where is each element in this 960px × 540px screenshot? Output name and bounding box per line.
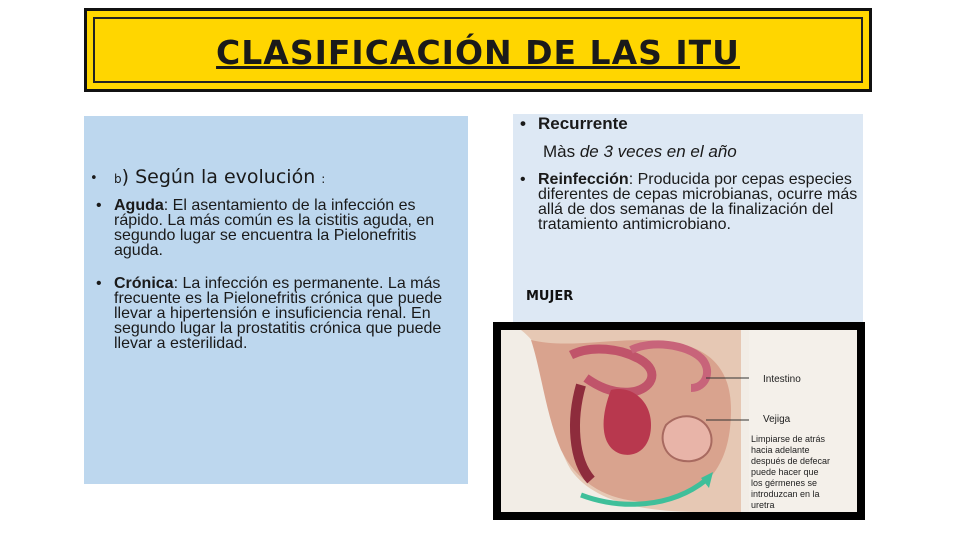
caption-line: después de defecar: [751, 456, 831, 466]
anatomy-image-frame: [493, 322, 865, 520]
bullet-icon: •: [96, 275, 102, 292]
title-banner: [84, 8, 872, 92]
bullet-icon: •: [96, 197, 102, 214]
list-item-cronica: [96, 275, 464, 352]
slide-title: CLASIFICACIÓN DE LAS ITU: [216, 33, 740, 72]
caption-line: puede hacer que: [751, 467, 819, 477]
heading-text: ) Según la evolución: [121, 166, 316, 188]
heading-colon: :: [321, 172, 326, 186]
caption-line: Limpiarse de atrás: [751, 434, 826, 444]
caption-line: los gérmenes se: [751, 478, 818, 488]
recurrente-detail: [543, 142, 737, 162]
right-content-panel: [513, 114, 863, 322]
recurrente-prefix: Màs: [543, 142, 576, 161]
heading-letter: b: [114, 172, 122, 186]
text-cronica: : La infección es permanente. La más frecuente es la Pielonefritis crónica que puede llevar a hipertensión e insuficiencia renal. En segundo lugar la prostatitis crónica que puede llevar a esterilidad.: [114, 275, 443, 352]
list-item-aguda: [96, 197, 464, 259]
term-aguda: Aguda: [114, 197, 164, 214]
caption-line: introduzcan en la: [751, 489, 820, 499]
female-pelvis-diagram: [501, 330, 857, 512]
bullet-icon: •: [520, 171, 526, 188]
term-recurrente: Recurrente: [538, 114, 628, 133]
caption-line: hacia adelante: [751, 445, 810, 455]
left-content-panel: [84, 116, 468, 484]
label-vejiga: Vejiga: [763, 414, 791, 425]
list-item-reinfeccion: [520, 171, 858, 233]
mujer-label: MUJER: [526, 289, 574, 304]
term-cronica: Crónica: [114, 275, 174, 292]
term-reinfeccion: Reinfección: [538, 171, 629, 188]
text-aguda: : El asentamiento de la infección es rápido. La más común es la cistitis aguda, en segundo lugar se encuentra la Pielonefritis aguda.: [114, 197, 435, 259]
text-reinfeccion: : Producida por cepas especies diferentes de cepas microbianas, ocurre más allá de dos semanas de la finalización del tratamiento antimicrobiano.: [538, 171, 858, 233]
recurrente-detail-italic: de 3 veces en el año: [575, 142, 737, 161]
bullet-icon: •: [90, 171, 98, 186]
bullet-icon: •: [520, 114, 526, 133]
caption-line: uretra: [751, 500, 775, 510]
label-intestino: Intestino: [763, 374, 801, 385]
evolution-heading: [90, 166, 464, 188]
list-item-recurrente: [520, 114, 628, 134]
